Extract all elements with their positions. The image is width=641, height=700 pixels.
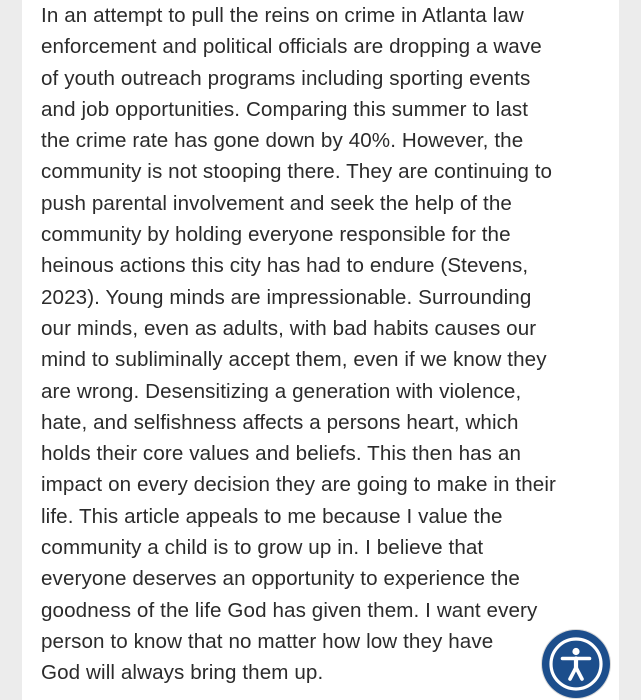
article-line: community is not stooping there. They are continuing to	[41, 160, 553, 184]
article-line: community by holding everyone responsible for the	[41, 223, 511, 247]
article-line: impact on every decision they are going to make in their	[41, 473, 556, 497]
article-line: enforcement and political officials are dropping a wave	[41, 35, 542, 59]
article-line: are wrong. Desensitizing a generation with violence,	[41, 379, 522, 403]
article-line: push parental involvement and seek the help of the	[41, 191, 512, 215]
article-line: hate, and selfishness affects a persons heart, which	[41, 410, 519, 434]
accessibility-icon	[542, 630, 610, 698]
article-line: goodness of the life God has given them. I want every	[41, 598, 538, 622]
article-line: the crime rate has gone down by 40%. However, the	[41, 129, 524, 153]
article-line: and job opportunities. Comparing this summer to last	[41, 97, 529, 121]
article-line: life. This article appeals to me because I value the	[41, 504, 503, 528]
article-line: mind to subliminally accept them, even if we know they	[41, 348, 547, 372]
accessibility-button[interactable]	[542, 630, 610, 698]
article-line: God will always bring them up.	[41, 661, 324, 685]
article-line: community a child is to grow up in. I believe that	[41, 536, 484, 560]
article-line: heinous actions this city has had to endure (Stevens,	[41, 254, 529, 278]
article-line: person to know that no matter how low they have	[41, 629, 494, 653]
article-line: 2023). Young minds are impressionable. Surrounding	[41, 285, 532, 309]
article-line: our minds, even as adults, with bad habits causes our	[41, 316, 537, 340]
article-line: In an attempt to pull the reins on crime in Atlanta law	[41, 4, 524, 27]
article-line: everyone deserves an opportunity to experience the	[41, 567, 520, 591]
article-line: holds their core values and beliefs. This then has an	[41, 442, 522, 466]
article-line: of youth outreach programs including sporting events	[41, 66, 531, 90]
article-text	[41, 0, 611, 689]
